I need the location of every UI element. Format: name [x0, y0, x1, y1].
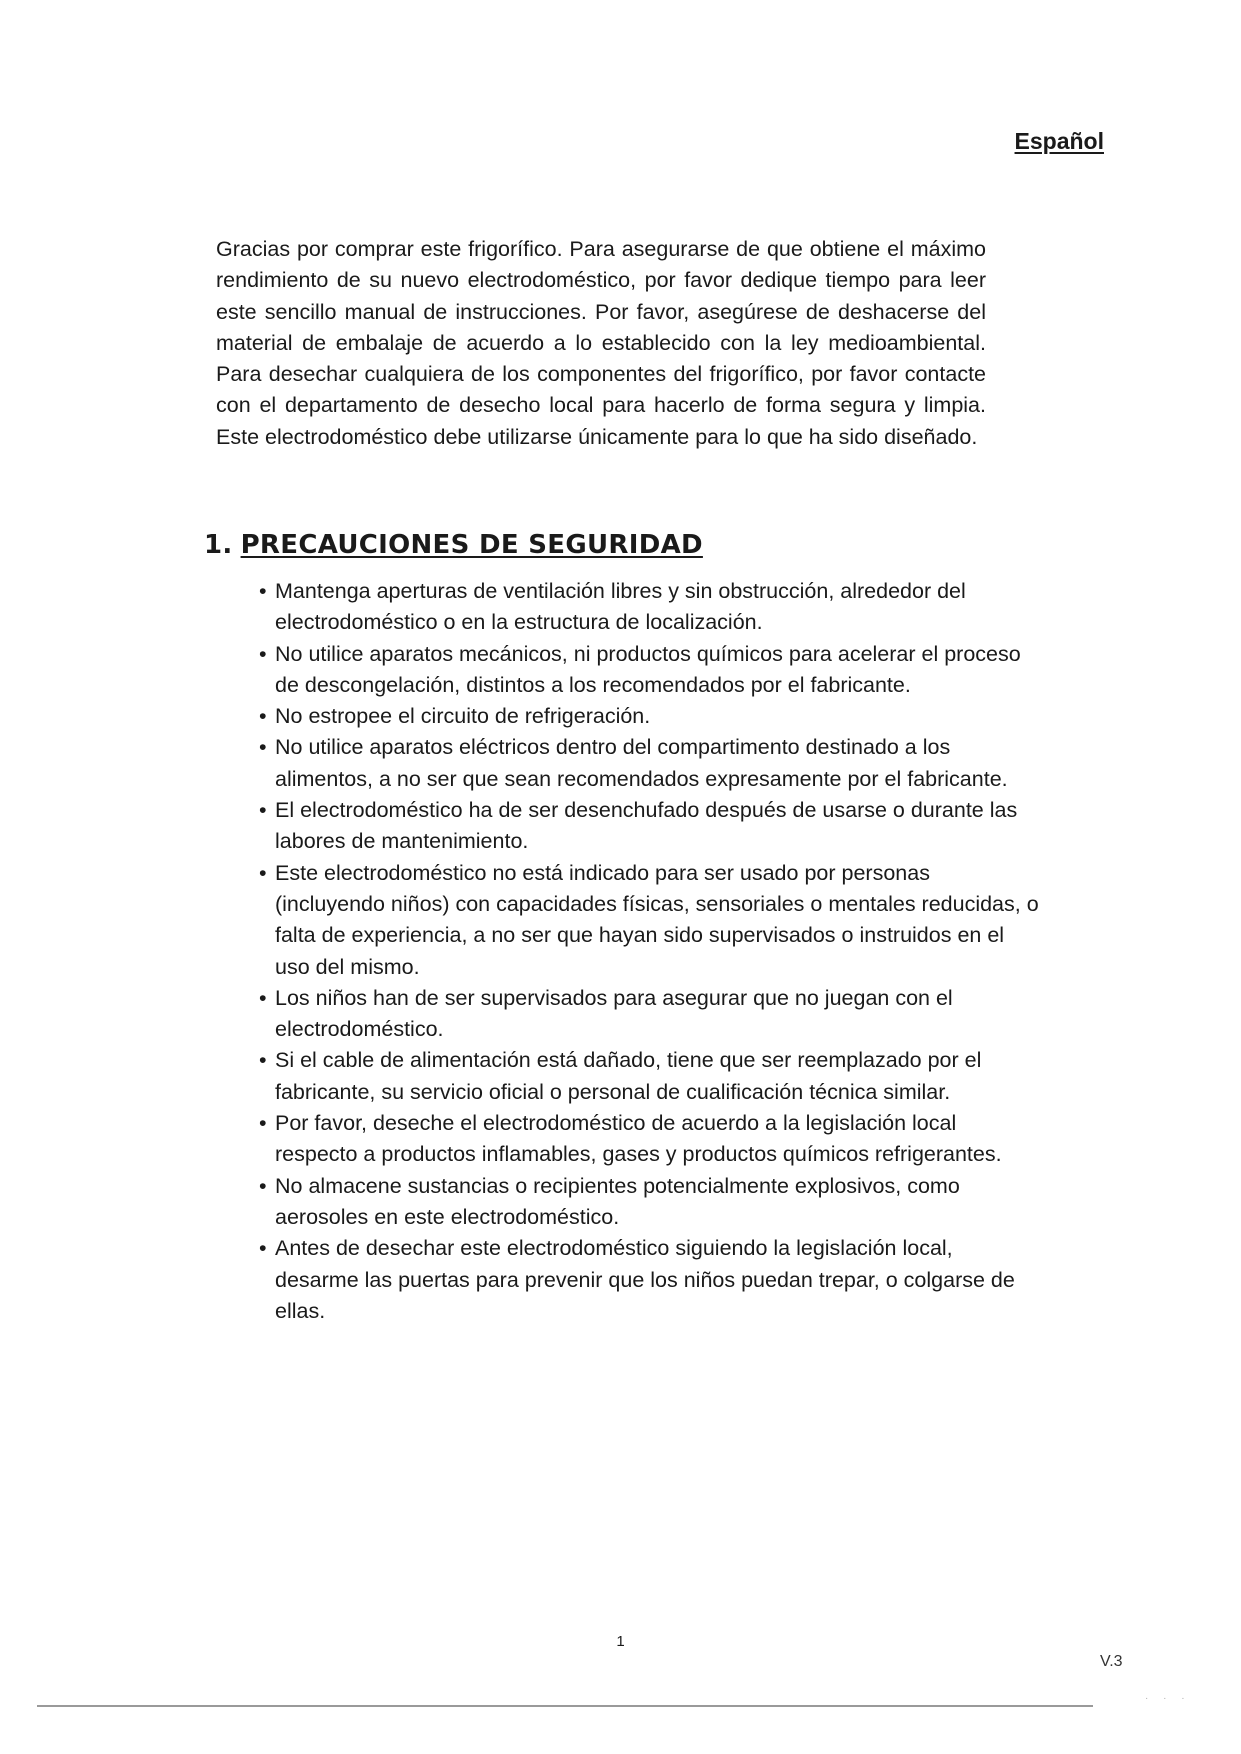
list-item-text: Por favor, deseche el electrodoméstico de acuerdo a la legislación local respecto a productos inflamables, gases y productos químicos refrigerantes. [275, 1111, 1002, 1167]
bullet-icon: • [259, 798, 267, 823]
safety-precautions-list [240, 576, 1040, 1327]
list-item [240, 732, 1040, 795]
list-item [240, 983, 1040, 1046]
footer-dots-decoration: · · · [1145, 1693, 1191, 1704]
list-item [240, 576, 1040, 639]
language-label: Español [1014, 128, 1104, 154]
list-item-text: Antes de desechar este electrodoméstico siguiendo la legislación local, desarme las puertas para prevenir que los niños puedan trepar, o colgarse de ellas. [275, 1236, 1015, 1323]
list-item-text: No utilice aparatos eléctricos dentro del compartimento destinado a los alimentos, a no ser que sean recomendados expresamente por el fabricante. [275, 735, 1008, 791]
section-number: 1. [204, 530, 233, 560]
list-item [240, 1045, 1040, 1108]
list-item-text: No almacene sustancias o recipientes potencialmente explosivos, como aerosoles en este electrodoméstico. [275, 1173, 960, 1229]
version-label: V.3 [1100, 1653, 1123, 1670]
list-item [240, 1171, 1040, 1234]
bullet-icon: • [259, 735, 267, 760]
section-title: PRECAUCIONES DE SEGURIDAD [240, 530, 703, 560]
bullet-icon: • [259, 860, 267, 885]
section-heading [204, 530, 703, 560]
footer-divider [37, 1705, 1093, 1707]
list-item [240, 858, 1040, 983]
list-item-text: No utilice aparatos mecánicos, ni productos químicos para acelerar el proceso de descongelación, distintos a los recomendados por el fabricante. [275, 641, 1021, 697]
page-number: 1 [616, 1633, 625, 1650]
bullet-icon: • [259, 1048, 267, 1073]
bullet-icon: • [259, 579, 267, 603]
list-item [240, 1108, 1040, 1171]
list-item-text: No estropee el circuito de refrigeración. [275, 704, 651, 729]
list-item-text: El electrodoméstico ha de ser desenchufado después de usarse o durante las labores de mantenimiento. [275, 798, 1018, 854]
list-item [240, 1233, 1040, 1327]
bullet-icon: • [259, 1236, 267, 1261]
list-item-text: Los niños han de ser supervisados para asegurar que no juegan con el electrodoméstico. [275, 985, 953, 1042]
list-item [240, 795, 1040, 858]
list-item-text: Este electrodoméstico no está indicado para ser usado por personas (incluyendo niños) con capacidades físicas, sensoriales o mentales reducidas, o falta de experiencia, a no ser que hayan sido supervisados o instruidos en el uso del mismo. [275, 860, 1039, 979]
bullet-icon: • [259, 985, 267, 1010]
bullet-icon: • [259, 641, 267, 666]
bullet-icon: • [259, 704, 267, 729]
list-item [240, 701, 1040, 732]
list-item [240, 639, 1040, 702]
bullet-icon: • [259, 1111, 267, 1136]
list-item-text: Mantenga aperturas de ventilación libres y sin obstrucción, alrededor del electrodoméstico o en la estructura de localización. [275, 579, 966, 635]
list-item-text: Si el cable de alimentación está dañado, tiene que ser reemplazado por el fabricante, su servicio oficial o personal de cualificación técnica similar. [275, 1048, 982, 1104]
intro-paragraph: Gracias por comprar este frigorífico. Para asegurarse de que obtiene el máximo rendimiento de su nuevo electrodoméstico, por favor dedique tiempo para leer este sencillo manual de instrucciones. Por favor, asegúrese de deshacerse del material de embalaje de acuerdo a lo establecido con la ley medioambiental. Para desechar cualquiera de los componentes del frigorífico, por favor contacte con el departamento de desecho local para hacerlo de forma segura y limpia. Este electrodoméstico debe utilizarse únicamente para lo que ha sido diseñado. [216, 237, 986, 449]
bullet-icon: • [259, 1173, 267, 1198]
